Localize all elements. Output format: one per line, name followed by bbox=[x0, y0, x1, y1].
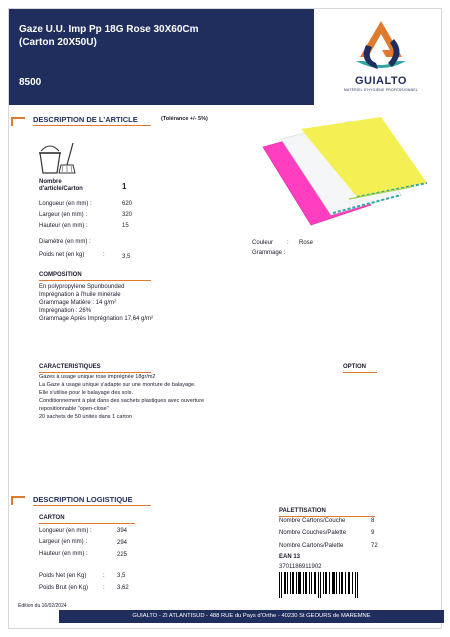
pallet-cartons-per-layer-value: 8 bbox=[371, 518, 375, 524]
barcode-graphic bbox=[279, 572, 361, 598]
dim-length-value: 620 bbox=[122, 201, 133, 207]
characteristics-line: Elle s'utilise pour le balayage des sols. bbox=[39, 390, 133, 396]
color-value: Rose bbox=[299, 240, 314, 246]
net-weight-sep: : bbox=[103, 252, 105, 258]
composition-line: En polypropylene Spunbounded bbox=[39, 284, 125, 290]
carton-height-value: 225 bbox=[117, 552, 128, 558]
carton-width-value: 294 bbox=[117, 540, 128, 546]
characteristics-line: repositionnable "open-close" bbox=[39, 406, 109, 412]
composition-underline bbox=[39, 280, 151, 281]
composition-line: Imprégnation : 26% bbox=[39, 308, 92, 314]
bucket-mop-icon bbox=[37, 141, 77, 175]
carton-height-label: Hauteur (en mm) : bbox=[39, 551, 88, 557]
dim-width-value: 320 bbox=[122, 212, 133, 218]
carton-length-label: Longueur (en mm) : bbox=[39, 528, 92, 534]
diameter-label: Diamètre (en mm) : bbox=[39, 239, 91, 245]
carton-gross-weight-sep: : bbox=[103, 585, 105, 591]
dim-height-label: Hauteur (en mm) : bbox=[39, 223, 88, 229]
pallet-underline bbox=[279, 516, 375, 517]
composition-line: Grammage Après Imprégnation 17,64 g/m² bbox=[39, 316, 154, 322]
product-title-line2: (Carton 20X50U) bbox=[19, 37, 97, 48]
carton-title: CARTON bbox=[39, 515, 65, 521]
pallet-layers-value: 9 bbox=[371, 530, 375, 536]
footer-address: GUIALTO - ZI ATLANTISUD - 488 RUE du Pays d'Orthe - 40230 St GEOURS de MAREMNE bbox=[59, 610, 444, 623]
composition-line: Grammage Matière : 14 g/m² bbox=[39, 300, 117, 306]
section-title-logistics: DESCRIPTION LOGISTIQUE bbox=[33, 495, 133, 504]
carton-gross-weight-label: Poids Brut (en Kg) bbox=[39, 585, 89, 591]
datasheet-page bbox=[8, 8, 442, 629]
carton-width-label: Largeur (en mm) : bbox=[39, 539, 88, 545]
dim-width-label: Largeur (en mm) : bbox=[39, 212, 88, 218]
pallet-layers-label: Nombre Couches/Palette bbox=[279, 530, 347, 536]
section-underline bbox=[33, 505, 151, 506]
product-title-line1: Gaze U.U. Imp Pp 18G Rose 30X60Cm bbox=[19, 24, 199, 35]
section-bracket bbox=[11, 496, 25, 505]
characteristics-underline bbox=[39, 372, 151, 373]
brand-name: GUIALTO bbox=[355, 75, 407, 87]
ean-value: 3701186911902 bbox=[279, 564, 322, 570]
carton-net-weight-label: Poids Net (en Kg) bbox=[39, 573, 87, 579]
items-per-carton-value: 1 bbox=[122, 182, 127, 191]
characteristics-title: CARACTERISTIQUES bbox=[39, 364, 101, 370]
section-underline bbox=[33, 125, 151, 126]
pallet-cartons-per-layer-label: Nombre Cartons/Couche bbox=[279, 518, 346, 524]
carton-gross-weight-value: 3,62 bbox=[117, 585, 129, 591]
pallet-title: PALETTISATION bbox=[279, 508, 326, 514]
characteristics-line: 20 sachets de 50 unités dans 1 carton bbox=[39, 414, 132, 420]
brand-tagline: MATÉRIEL D'HYGIÈNE PROFESSIONNEL bbox=[343, 88, 419, 92]
composition-title: COMPOSITION bbox=[39, 272, 82, 278]
pallet-cartons-total-value: 72 bbox=[371, 543, 378, 549]
carton-net-weight-sep: : bbox=[103, 573, 105, 579]
color-sep: : bbox=[287, 240, 289, 246]
items-per-carton-label-1: Nombre bbox=[39, 179, 62, 185]
edition-date: Edition du 16/02/2024 bbox=[18, 603, 67, 609]
grammage-label: Grammage : bbox=[252, 250, 286, 256]
guialto-logo-icon bbox=[346, 17, 416, 75]
header-banner bbox=[9, 9, 314, 105]
characteristics-line: La Gaze à usage unique s'adapte sur une monture de balayage. bbox=[39, 382, 196, 388]
pallet-cartons-total-label: Nombre Cartons/Palette bbox=[279, 543, 344, 549]
brand-logo bbox=[325, 17, 437, 103]
characteristics-line: Conditionnement à plat dans des sachets plastiques avec ouverture bbox=[39, 398, 205, 404]
product-code: 8500 bbox=[19, 77, 42, 88]
section-bracket bbox=[11, 117, 25, 126]
tolerance-note: (Tolérance +/- 5%) bbox=[161, 116, 208, 122]
carton-net-weight-value: 3,5 bbox=[117, 573, 126, 579]
ean-title: EAN 13 bbox=[279, 554, 301, 560]
color-label: Couleur bbox=[252, 240, 274, 246]
section-title-description: DESCRIPTION DE L'ARTICLE bbox=[33, 115, 138, 124]
carton-length-value: 394 bbox=[117, 528, 128, 534]
composition-line: Imprégnation à l'huile minérale bbox=[39, 292, 121, 298]
dim-height-value: 15 bbox=[122, 223, 129, 229]
items-per-carton-label-2: d'article/Carton bbox=[39, 186, 83, 192]
carton-underline bbox=[39, 523, 135, 524]
option-underline bbox=[343, 372, 377, 373]
option-title: OPTION bbox=[343, 364, 367, 370]
net-weight-value: 3,5 bbox=[122, 254, 131, 260]
characteristics-line: Gazes à usage unique rose imprégnée 18gr/m2 bbox=[39, 374, 156, 380]
dim-length-label: Longueur (en mm) : bbox=[39, 201, 92, 207]
net-weight-label: Poids net (en kg) bbox=[39, 252, 85, 258]
product-photo bbox=[261, 117, 431, 233]
